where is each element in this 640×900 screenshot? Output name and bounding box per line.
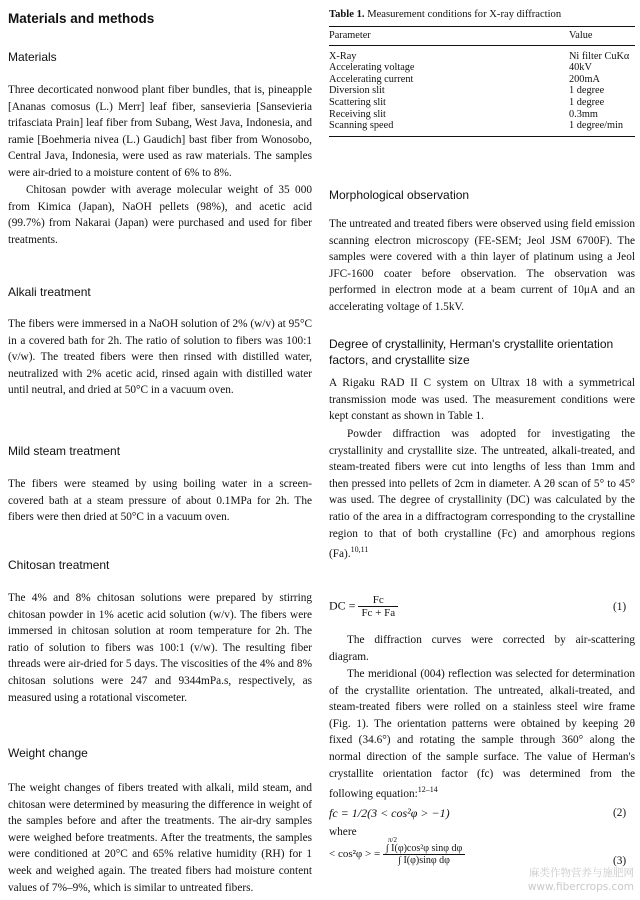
table-cell: 200mA [569, 73, 600, 85]
equation-1-denominator: Fc + Fa [361, 607, 396, 619]
citation-ref: 12–14 [417, 785, 438, 795]
crystal-paragraph-2 [329, 426, 635, 563]
table-cell: Scattering slit [329, 96, 386, 108]
chitosan-heading: Chitosan treatment [8, 558, 110, 572]
materials-paragraph-2: Chitosan powder with average molecular weight of 35 000 from Kimica (Japan), NaOH pellets (98%), and acetic acid (99.7%) from Nakarai (Japan) were purchased and used for fiber treatments. [8, 184, 312, 246]
table-cell: Diversion slit [329, 85, 385, 97]
equation-3-numerator: ∫ I(φ)cos²φ sinφ dφ [383, 843, 465, 855]
crystal-heading: Degree of crystallinity, Herman's crystallite orientation factors, and crystallite size [329, 337, 614, 367]
morph-heading: Morphological observation [329, 188, 470, 202]
equation-3-denominator: ∫ I(φ)sinφ dφ [398, 855, 450, 866]
equation-2: fc = 1/2(3 < cos²φ > −1) [329, 806, 450, 820]
table-cell: Accelerating voltage [329, 62, 415, 74]
crystal-paragraph-4-text: The meridional (004) reflection was selected for determination of the crystallite orientation. The untreated, alkali-treated, and steam-treated fibers were rolled on a stainless steel wire frame (Fig. 1). The orientation patterns were obtained by keeping 2θ fixed (34.6°) and rotating the sample through 360° along the normal direction of the sample surface. The value of Herman's crystallite orientation factor (fc) was determined from the following equation: [329, 668, 635, 800]
table-cell: 40kV [569, 62, 592, 74]
equation-1-numerator: Fc [358, 594, 398, 607]
crystal-paragraph-1: A Rigaku RAD II C system on Ultrax 18 with a symmetrical transmission mode was used. The measurement conditions were kept constant as shown in Table 1. [329, 377, 635, 423]
table-row [329, 45, 635, 62]
crystal-paragraph-2-text: Powder diffraction was adopted for investigating the crystallinity and crystallite size. The untreated, alkali-treated, and steam-treated fibers were cut into lengths of less than 1mm and then pressed into pellets of 2cm in diameter. A 2θ scan of 5° to 45° was used. The degree of crystallinity (DC) was calculated by the ratio of the area in a diffractogram corresponding to the crystalline region to that of both crystalline (Fc) and amorphous regions (Fa). [329, 428, 635, 560]
equation-1-number: (1) [613, 601, 627, 613]
steam-heading: Mild steam treatment [8, 444, 121, 458]
table-header-parameter: Parameter [329, 27, 569, 46]
table-row [329, 85, 635, 97]
equation-3-number: (3) [613, 855, 627, 867]
table-label: Table 1. [329, 9, 365, 20]
alkali-heading: Alkali treatment [8, 285, 91, 299]
watermark-url: www.fibercrops.com [527, 881, 634, 893]
table-cell: 1 degree [569, 96, 605, 108]
weight-paragraph: The weight changes of fibers treated with alkali, mild steam, and chitosan were determined by measuring the difference in weight of the samples before and after the treatments. The air-dry samples were weighed before treatments. After the treatments, the samples were conditioned at 20°C and 65% relative humidity (RH) for 1 week and weighed again. The treated fibers had moisture content values of 7%–9%, which is similar to untreated fibers. [8, 782, 312, 894]
table-row [329, 74, 635, 86]
table-caption: Measurement conditions for X-ray diffraction [367, 9, 562, 20]
crystal-paragraph-3: The diffraction curves were corrected by air-scattering diagram. [329, 634, 635, 663]
table-row [329, 109, 635, 121]
watermark [528, 866, 634, 894]
steam-paragraph: The fibers were steamed by using boiling water in a screen-covered bath at a steam pressure of about 0.1MPa for 2h. The fibers were then dried at 50°C in a vacuum oven. [8, 478, 312, 524]
table-cell: Scanning speed [329, 120, 569, 136]
equation-3-lhs: < cos²φ > = [329, 848, 381, 861]
xrd-conditions-table [329, 26, 635, 137]
morph-paragraph: The untreated and treated fibers were observed using field emission scanning electron microscopy (FE-SEM; Jeol JSM 6700F). The samples were covered with a thin layer of platinum using a Jeol JFC-1600 coater before observation. The observation was performed in electron mode at a beam current of 10μA and an accelerating voltage of 1.5kV. [329, 218, 635, 313]
equation-2-number: (2) [613, 807, 627, 819]
table-cell: 1 degree/min [569, 120, 635, 136]
equation-3-fraction [383, 843, 465, 866]
chitosan-paragraph: The 4% and 8% chitosan solutions were prepared by stirring chitosan powder in 1% acetic acid solution (w/v). The fibers were immersed in chitosan solution at room temperature for 2h. The ratio of solution to fibers was 100:1 (v/w). The resulting fiber threads were air-dried for 5 days. The viscosities of the 4% and 8% chitosan solutions were 247 and 9344mPa.s, respectively, as measured using a rotational viscometer. [8, 592, 312, 704]
equation-1-fraction [358, 594, 398, 619]
table-cell: X-Ray [329, 50, 357, 62]
table-row [329, 62, 635, 74]
table-row [329, 97, 635, 109]
table-cell: 1 degree [569, 85, 605, 97]
table-cell: Accelerating current [329, 73, 414, 85]
where-label: where [329, 826, 357, 838]
watermark-line-1: 麻类作物营养与施肥网 [529, 867, 634, 879]
alkali-paragraph: The fibers were immersed in a NaOH solution of 2% (w/v) at 95°C in a covered bath for 2h. The ratio of solution to fibers was 100:1 (v/w). The treated fibers were then rinsed with distilled water, neutralized with 2% acetic acid, rinsed again with distilled water until neutral, and dried at 50°C in a vacuum oven. [8, 318, 312, 397]
integral-upper-limit: π/2 [388, 836, 397, 844]
table-title [329, 9, 561, 20]
equation-3 [329, 843, 465, 866]
table-row [329, 120, 635, 136]
equation-1-lhs: DC = [329, 598, 356, 613]
materials-paragraph-1: Three decorticated nonwood plant fiber bundles, that is, pineapple [Ananas comosus (L.) Merr] leaf fiber, sansevieria [Sansevieria trifasciata Prain] leaf fiber from Subang, West Java, Indonesia, and ramie [Boehmeria nivea (L.) Gaudich] bast fiber from Wonosobo, Central Java, Indonesia, were used as raw materials. The samples were air-dried to a moisture content of 6% to 8%. [8, 84, 312, 179]
table-cell: Receiving slit [329, 108, 386, 120]
materials-heading: Materials [8, 50, 57, 64]
citation-ref: 10,11 [350, 545, 369, 555]
table-header-value: Value [569, 27, 635, 46]
weight-heading: Weight change [8, 746, 88, 760]
table-cell: 0.3mm [569, 108, 598, 120]
section-title: Materials and methods [8, 11, 155, 26]
crystal-paragraph-4 [329, 666, 635, 803]
equation-1 [329, 594, 398, 619]
table-cell: Ni filter CuKα [569, 50, 630, 62]
